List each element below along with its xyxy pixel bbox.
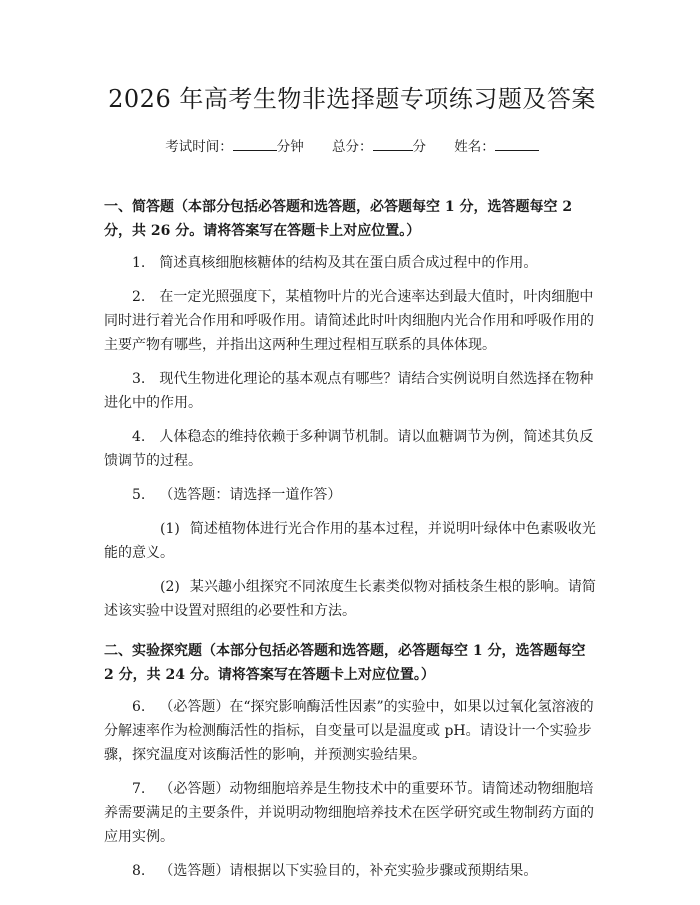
question-text: 简述真核细胞核糖体的结构及其在蛋白质合成过程中的作用。 xyxy=(159,255,538,271)
question-text: （必答题）动物细胞培养是生物技术中的重要环节。请简述动物细胞培养需要满足的主要条件，并说明动物细胞培养技术在医学研究或生物制药方面的应用实例。 xyxy=(104,781,594,845)
total-score-unit: 分 xyxy=(412,139,426,155)
section-heading-experiment: 二、实验探究题（本部分包括必答题和选答题，必答题每空 1 分，选答题每空 2 分，共 24 分。请将答案写在答题卡上对应位置。） xyxy=(104,643,586,683)
sub-question-number: (2) xyxy=(160,579,180,595)
question-text: 在一定光照强度下，某植物叶片的光合速率达到最大值时，叶肉细胞中同时进行着光合作用和呼吸作用。请简述此时叶肉细胞内光合作用和呼吸作用的主要产物有哪些，并指出这两种生理过程相互联系的具体体现。 xyxy=(104,289,594,353)
question-text: 简述植物体进行光合作用的基本过程，并说明叶绿体中色素吸收光能的意义。 xyxy=(104,521,596,561)
student-name-field xyxy=(454,136,539,157)
question-5-sub-2 xyxy=(104,575,600,623)
exam-time-label: 考试时间： xyxy=(165,139,233,155)
question-text: 现代生物进化理论的基本观点有哪些？请结合实例说明自然选择在物种进化中的作用。 xyxy=(104,371,594,411)
question-number: 2. xyxy=(132,289,146,305)
question-1 xyxy=(104,251,600,275)
exam-time-field xyxy=(165,136,304,157)
total-score-field xyxy=(332,136,426,157)
question-2 xyxy=(104,285,600,357)
question-5 xyxy=(104,483,600,507)
question-number: 8. xyxy=(132,863,146,879)
question-text: （必答题）在“探究影响酶活性因素”的实验中，如果以过氧化氢溶液的分解速率作为检测酶活性的指标，自变量可以是温度或 pH。请设计一个实验步骤，探究温度对该酶活性的影响，并预测实验结果。 xyxy=(104,699,594,763)
document-title: 2026 年高考生物非选择题专项练习题及答案 xyxy=(108,85,596,113)
question-number: 4. xyxy=(132,429,146,445)
question-text: （选答题：请选择一道作答） xyxy=(159,487,342,503)
question-text: 人体稳态的维持依赖于多种调节机制。请以血糖调节为例，简述其负反馈调节的过程。 xyxy=(104,429,594,469)
exam-time-unit: 分钟 xyxy=(276,139,304,155)
question-number: 3. xyxy=(132,371,146,387)
student-name-blank xyxy=(495,136,539,151)
total-score-label: 总分： xyxy=(332,139,373,155)
question-number: 7. xyxy=(132,781,146,797)
question-6 xyxy=(104,695,600,767)
question-number: 5. xyxy=(132,487,146,503)
exam-time-blank xyxy=(233,136,277,151)
question-3 xyxy=(104,367,600,415)
question-5-sub-1 xyxy=(104,517,600,565)
question-number: 6. xyxy=(132,699,146,715)
question-text: （选答题）请根据以下实验目的，补充实验步骤或预期结果。 xyxy=(159,863,538,879)
section-heading-short-answer: 一、简答题（本部分包括必答题和选答题，必答题每空 1 分，选答题每空 2 分，共 26 分。请将答案写在答题卡上对应位置。） xyxy=(104,199,573,239)
question-4 xyxy=(104,425,600,473)
exam-info-line xyxy=(104,136,600,157)
total-score-blank xyxy=(373,136,413,151)
question-number: 1. xyxy=(132,255,146,271)
question-text: 某兴趣小组探究不同浓度生长素类似物对插枝条生根的影响。请简述该实验中设置对照组的必要性和方法。 xyxy=(104,579,596,619)
question-8 xyxy=(104,859,600,883)
student-name-label: 姓名： xyxy=(454,139,495,155)
sub-question-number: (1) xyxy=(160,521,180,537)
question-7 xyxy=(104,777,600,849)
